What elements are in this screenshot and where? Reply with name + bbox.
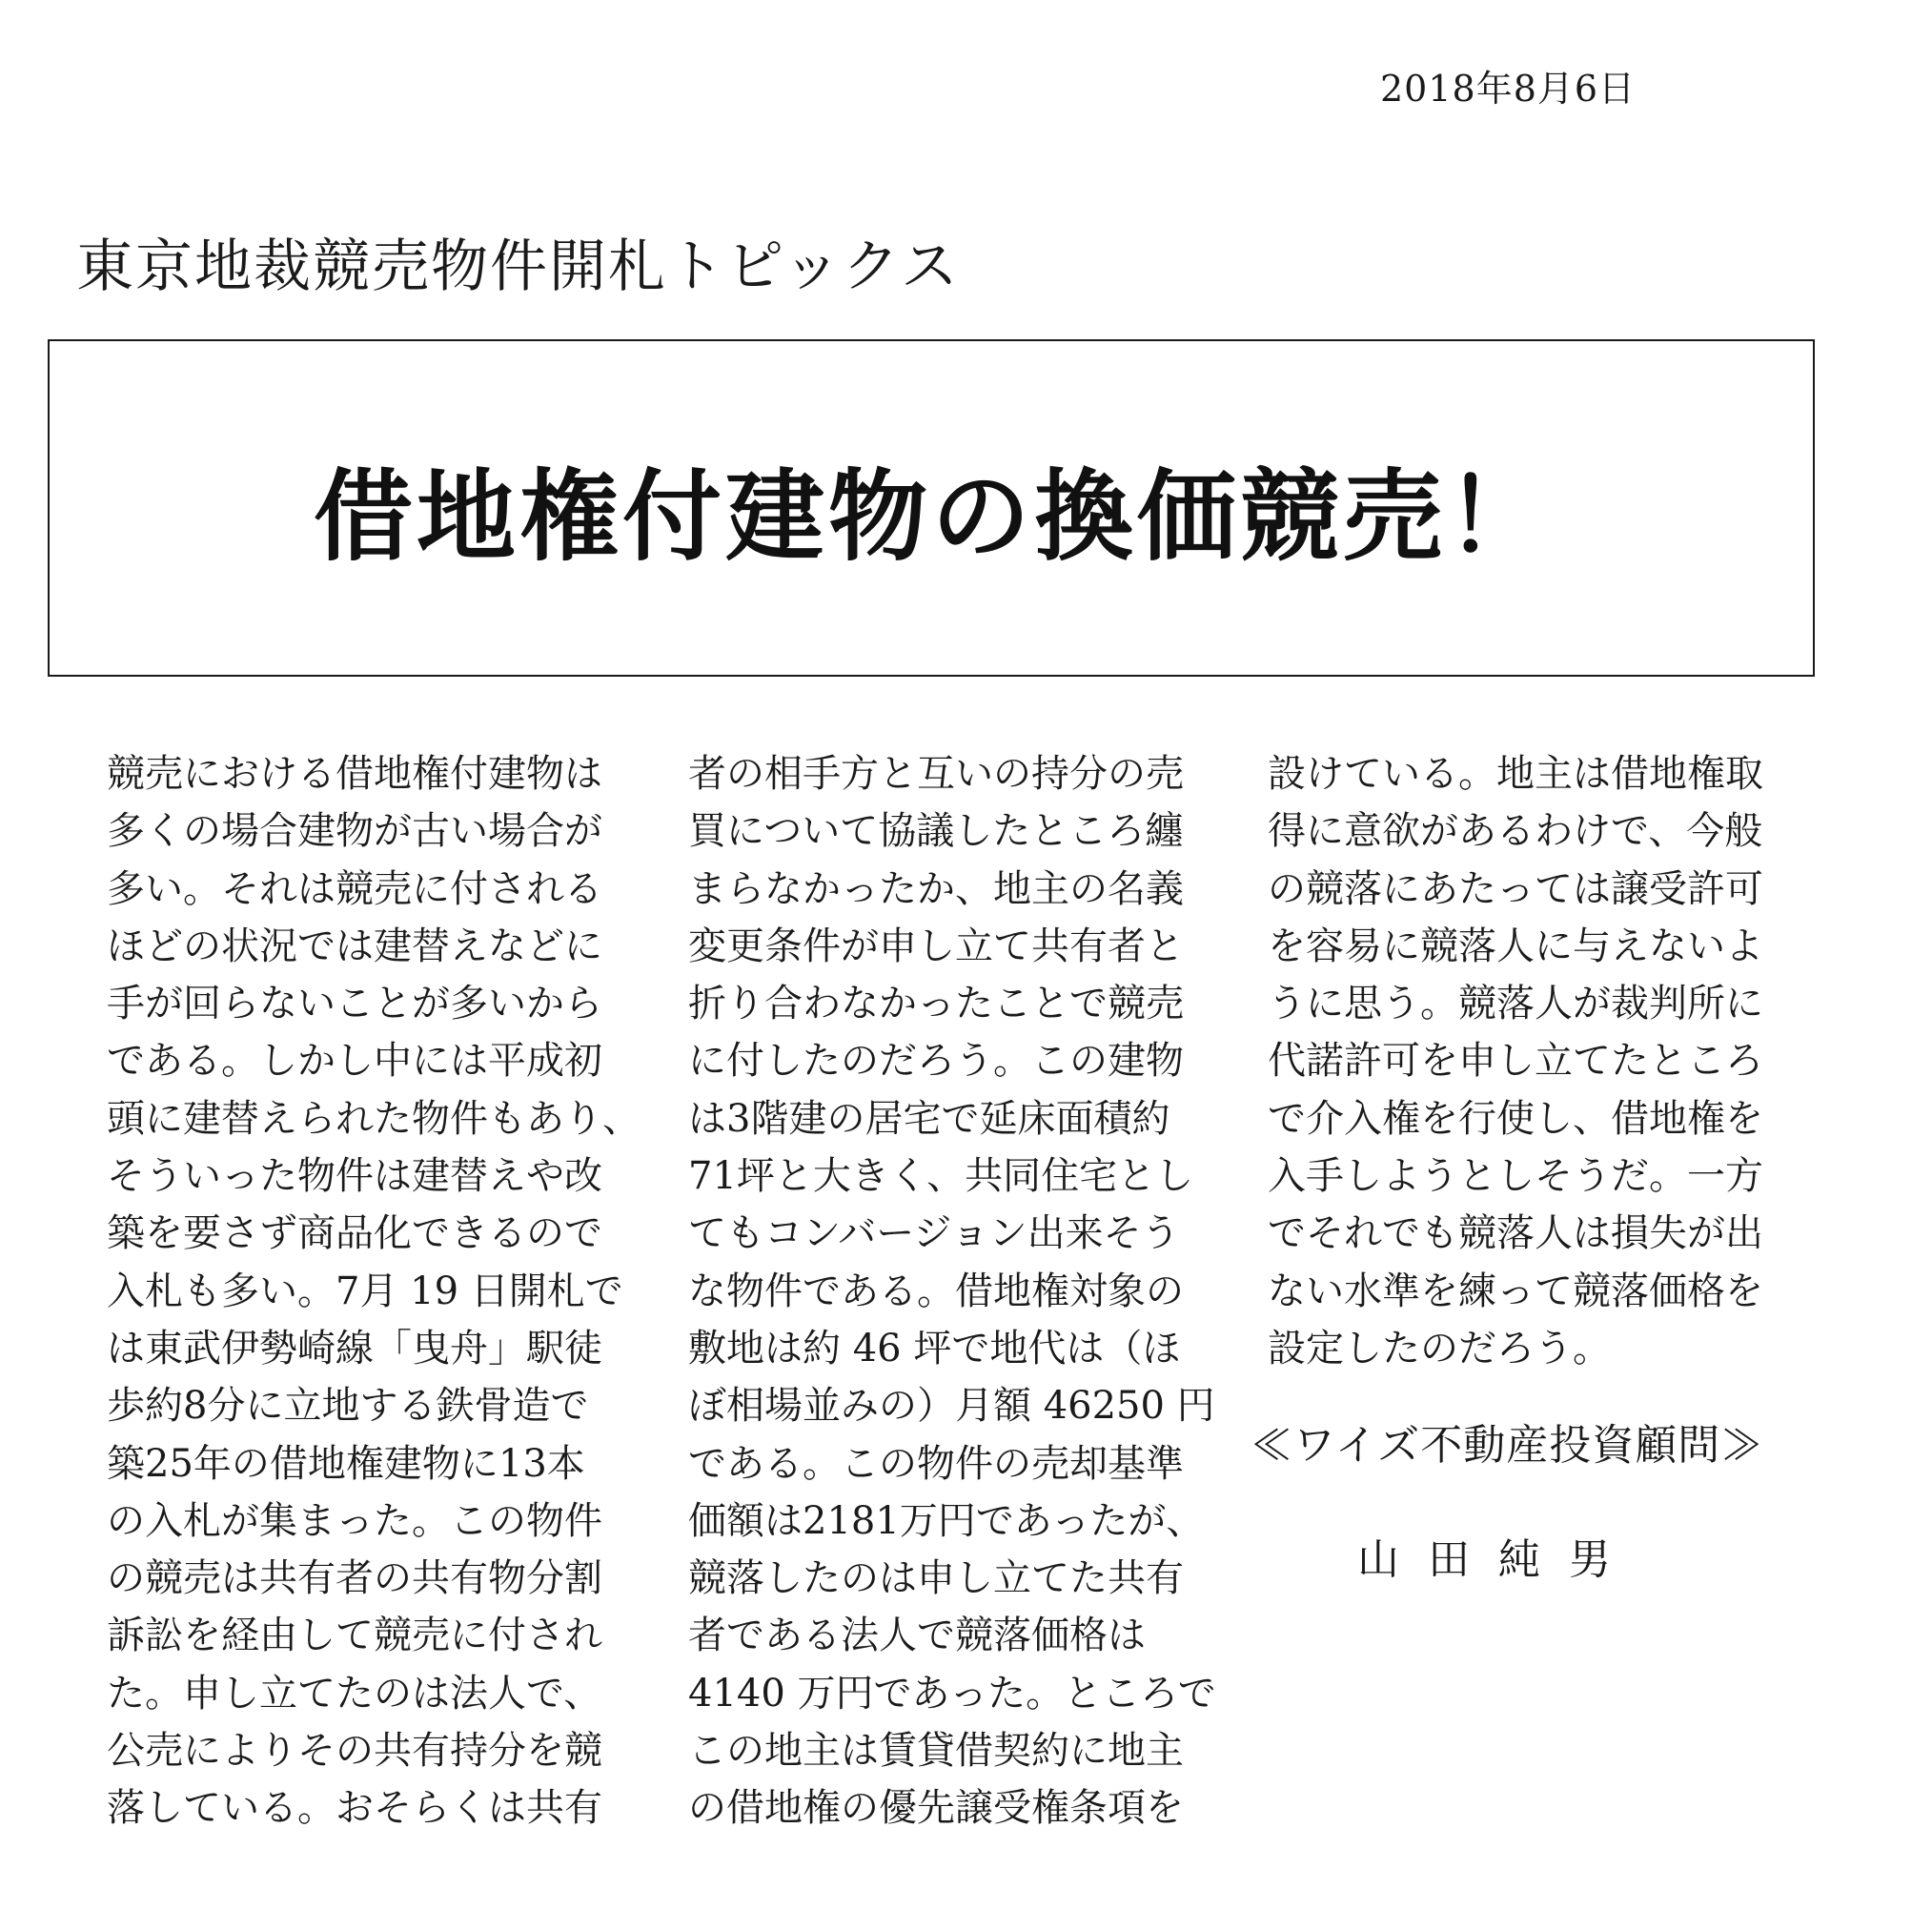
body-line: な物件である。借地権対象の	[688, 1269, 1184, 1313]
body-line: 多い。それは競売に付される	[107, 866, 602, 911]
body-line: ほどの状況では建替えなどに	[107, 924, 602, 968]
body-line: を容易に競落人に与えないよ	[1268, 924, 1763, 968]
body-line: 競落したのは申し立てた共有	[688, 1556, 1184, 1601]
body-line: 代諾許可を申し立てたところ	[1268, 1039, 1763, 1084]
body-line: 歩約8分に立地する鉄骨造で	[107, 1384, 589, 1429]
body-line: 者である法人で競落価格は	[688, 1614, 1146, 1658]
series-title: 東京地裁競売物件開札トピックス	[76, 234, 960, 300]
body-line: でそれでも競落人は損失が出	[1268, 1211, 1763, 1256]
body-line: 変更条件が申し立て共有者と	[688, 924, 1184, 968]
body-line: は東武伊勢崎線「曳舟」駅徒	[107, 1326, 602, 1371]
body-line: 買について協議したところ纏	[688, 809, 1184, 854]
headline-box	[48, 339, 1815, 677]
body-line: の入札が集まった。この物件	[107, 1498, 602, 1543]
body-line: ぼ相場並みの）月額 46250 円	[688, 1384, 1215, 1429]
body-line: た。申し立てたのは法人で、	[107, 1671, 602, 1716]
body-line: 折り合わなかったことで競売	[688, 982, 1184, 1026]
body-line: 者の相手方と互いの持分の売	[688, 752, 1184, 796]
body-line: 設けている。地主は借地権取	[1268, 752, 1763, 796]
author-name: 山田純男	[1357, 1535, 1639, 1584]
body-line: てもコンバージョン出来そう	[688, 1211, 1180, 1256]
headline: 借地権付建物の換価競売！	[313, 458, 1549, 575]
body-line: の競売は共有者の共有物分割	[107, 1556, 602, 1601]
body-line: 入札も多い。7月 19 日開札で	[107, 1269, 623, 1313]
body-line: 頭に建替えられた物件もあり、	[107, 1096, 641, 1141]
body-line: 築を要さず商品化できるので	[107, 1211, 602, 1256]
body-line: の借地権の優先譲受権条項を	[688, 1786, 1184, 1831]
body-line: 多くの場合建物が古い場合が	[107, 809, 602, 854]
body-line: 訴訟を経由して競売に付され	[107, 1614, 602, 1658]
body-line: そういった物件は建替えや改	[107, 1154, 602, 1199]
body-line: 競売における借地権付建物は	[107, 752, 602, 796]
body-line: に付したのだろう。この建物	[688, 1039, 1184, 1084]
body-line: 敷地は約 46 坪で地代は（ほ	[688, 1326, 1181, 1371]
body-line: 手が回らないことが多いから	[107, 982, 602, 1026]
body-line: の競落にあたっては譲受許可	[1268, 866, 1763, 911]
body-column-3	[1268, 745, 1782, 1377]
body-line: ない水準を練って競落価格を	[1268, 1269, 1763, 1313]
body-line: 価額は2181万円であったが、	[688, 1498, 1205, 1543]
body-line: 得に意欲があるわけで、今般	[1268, 809, 1763, 854]
body-column-2	[688, 745, 1216, 1838]
body-column-1	[107, 745, 641, 1838]
firm-name: ≪ワイズ不動産投資顧問≫	[1251, 1421, 1764, 1470]
body-line: 4140 万円であった。ところで	[688, 1671, 1216, 1716]
body-line: である。しかし中には平成初	[107, 1039, 602, 1084]
document-date: 2018年8月6日	[1380, 68, 1637, 110]
body-line: 築25年の借地権建物に13本	[107, 1441, 585, 1486]
body-line: 入手しようとしそうだ。一方	[1268, 1154, 1763, 1199]
body-line: うに思う。競落人が裁判所に	[1268, 982, 1763, 1026]
body-line: 71坪と大きく、共同住宅とし	[688, 1154, 1194, 1199]
body-line: この地主は賃貸借契約に地主	[688, 1729, 1184, 1774]
body-line: は3階建の居宅で延床面積約	[688, 1096, 1170, 1141]
body-line: 設定したのだろう。	[1268, 1326, 1611, 1371]
body-line: で介入権を行使し、借地権を	[1268, 1096, 1763, 1141]
body-line: 落している。おそらくは共有	[107, 1786, 602, 1831]
body-line: である。この物件の売却基準	[688, 1441, 1184, 1486]
body-line: 公売によりその共有持分を競	[107, 1729, 602, 1774]
body-line: まらなかったか、地主の名義	[688, 866, 1184, 911]
